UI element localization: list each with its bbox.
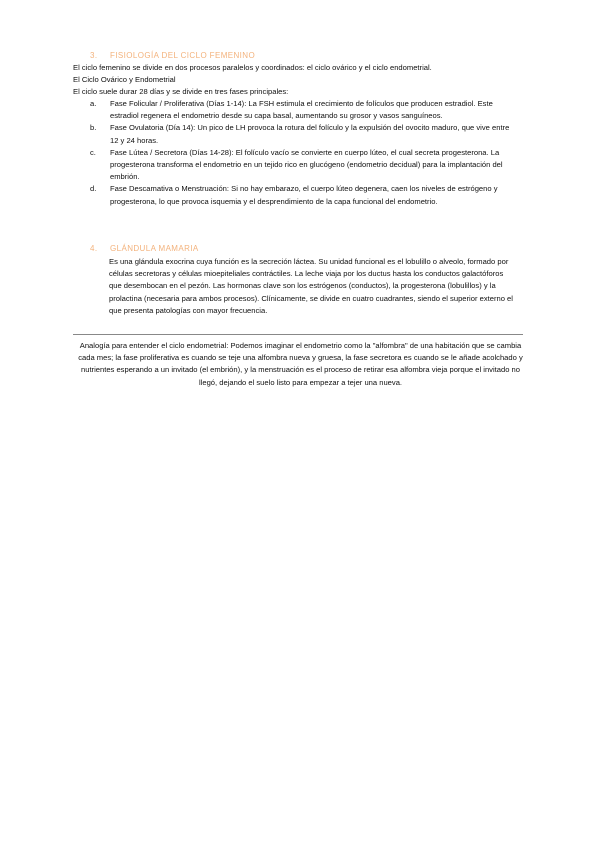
list-item-text: Fase Ovulatoria (Día 14): Un pico de LH provoca la rotura del folículo y la expulsión del ovocito maduro, que vive entre 12 y 24 horas. [110,123,510,145]
list-item-text: Fase Folicular / Proliferativa (Días 1-14): La FSH estimula el crecimiento de folículos que producen estradiol. Este estradiol regenera el endometrio desde su capa basal, aumentando su grosor y vasos sanguíneos. [110,99,493,121]
section-3-title: FISIOLOGÍA DEL CICLO FEMENINO [110,51,256,60]
list-item [90,147,510,184]
list-item [90,122,510,146]
list-item-text: Fase Descamativa o Menstruación: Si no hay embarazo, el cuerpo lúteo degenera, caen los niveles de estrógeno y progesterona, lo que provoca isquemia y el desprendimiento de la capa funcional del endometrio. [110,184,498,206]
section-3-heading [90,50,255,62]
section-3-subheading: El Ciclo Ovárico y Endometrial [73,75,176,84]
section-3-number: 3. [90,51,98,60]
list-marker: b. [90,123,97,133]
list-item [90,183,510,207]
section-4-title: GLÁNDULA MAMARIA [110,244,199,253]
list-marker: c. [90,147,96,157]
divider [73,334,523,335]
phase-list [90,98,510,208]
analogy-paragraph: Analogía para entender el ciclo endometrial: Podemos imaginar el endometrio como la "alfombra" de una habitación que se cambia cada mes; la fase proliferativa es cuando se teje una alfombra nueva y gruesa, la fase secretora es cuando se le añade acolchado y nutrientes esperando a un invitado (el embrión), y la menstruación es el proceso de retirar esa alfombra vieja porque el invitado no llegó, dejando el suelo listo para empezar a tejer una nueva. [78,341,523,387]
list-item-text: Fase Lútea / Secretora (Días 14-28): El folículo vacío se convierte en cuerpo lúteo, el cual secreta progesterona. La progesterona transforma el endometrio en un tejido rico en glucógeno (endometrio decidual) para la implantación del embrión. [110,147,503,182]
section-3-phases-intro: El ciclo suele durar 28 días y se divide en tres fases principales: [73,87,289,96]
list-item [90,98,510,122]
list-marker: d. [90,184,97,194]
section-4-number: 4. [90,244,98,253]
section-4-heading [90,243,199,255]
section-3-intro: El ciclo femenino se divide en dos procesos paralelos y coordinados: el ciclo ovárico y el ciclo endometrial. [73,63,432,72]
list-marker: a. [90,99,97,108]
section-4-body: Es una glándula exocrina cuya función es la secreción láctea. Su unidad funcional es el lobulillo o alveolo, formado por células secretoras y células mioepiteliales contráctiles. La leche viaja por los ductus hasta los conductos galactóforos que desembocan en el pezón. Las hormonas clave son los estrógenos (conductos), la progesterona (lobulillos) y la prolactina (necesaria para ambos procesos). Clínicamente, se divide en cuatro cuadrantes, siendo el superior externo el que presenta patologías con mayor frecuencia. [109,257,513,315]
